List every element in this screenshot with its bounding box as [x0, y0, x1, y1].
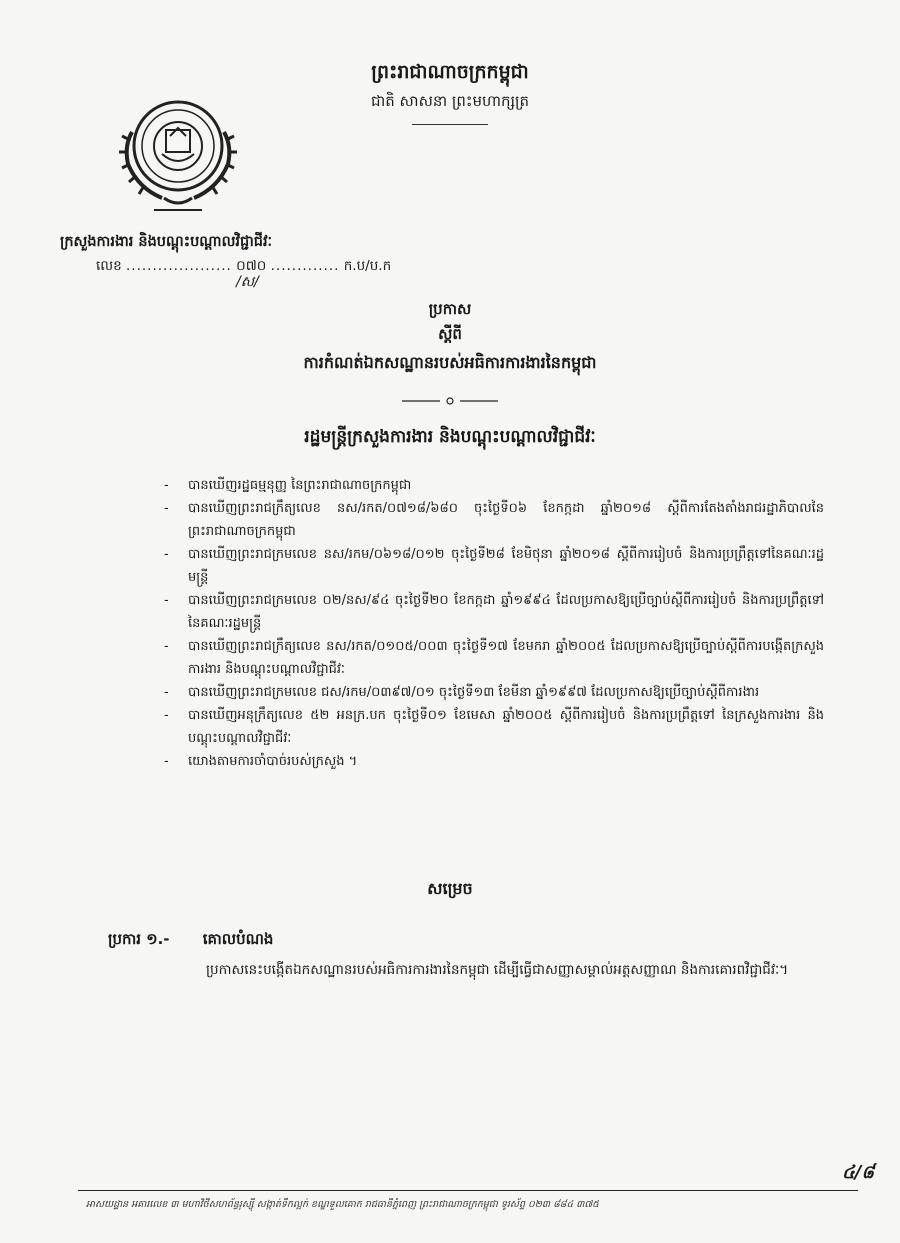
bullet: -	[164, 685, 169, 700]
reference-item	[164, 543, 824, 589]
article-number: ប្រការ ១.-	[108, 930, 170, 948]
kingdom-heading: ព្រះរាជាណាចក្រកម្ពុជា	[371, 61, 529, 83]
ministry-name: ក្រសួងការងារ និងបណ្តុះបណ្តាលវិជ្ជាជីវៈ	[60, 234, 273, 250]
reference-item	[164, 635, 824, 681]
reference-suffix: ក.ប/ប.ក	[343, 258, 392, 274]
national-motto: ជាតិ សាសនា ព្រះមហាក្សត្រ	[370, 92, 530, 110]
decides-heading: សម្រេច	[427, 879, 473, 898]
reference-text: បានឃើញព្រះរាជក្រឹត្យលេខ នស/រកត/០១០៥/០០៣ ចុះថ្ងៃទី១៧ ខែមករា ឆ្នាំ២០០៥ ដែលប្រកាសឱ្យប្រើច្បាប់ស្តីពីការបង្កើតក្រសួងការងារ និងបណ្តុះបណ្តាលវិជ្ជាជីវៈ	[188, 639, 824, 677]
document-kind: ប្រកាស	[428, 300, 472, 318]
reference-text: បានឃើញរដ្ឋធម្មនុញ្ញ នៃព្រះរាជាណាចក្រកម្ពុជា	[188, 478, 412, 493]
footer-address: អាសយដ្ឋាន អគារលេខ ៣ មហាវិថីសហព័ន្ធរុស្ស៊ី សង្កាត់ទឹកល្អក់ ខណ្ឌទួលគោក រាជធានីភ្នំពេញ ព្រះរាជាណាចក្រកម្ពុជា ទូរស័ព្ទ ០២៣ ៨៨៤ ៣៧៥	[86, 1199, 599, 1210]
reference-item	[164, 589, 824, 635]
bullet: -	[164, 708, 169, 723]
reference-item	[164, 704, 824, 750]
title-divider	[402, 397, 498, 405]
page-number: ៤/៨	[842, 1162, 875, 1183]
reference-item	[164, 497, 824, 543]
reference-text: យោងតាមការចាំបាច់របស់ក្រសួង ។	[188, 754, 358, 769]
reference-label: លេខ	[96, 258, 122, 274]
reference-item	[164, 750, 824, 773]
reference-item	[164, 681, 824, 704]
reference-dots-left: ....................	[126, 258, 232, 274]
footer-divider	[78, 1190, 858, 1191]
bullet: -	[164, 501, 169, 516]
reference-text: បានឃើញព្រះរាជក្រមលេខ នស/រកម/០៦១៨/០១២ ចុះថ្ងៃទី២៨ ខែមិថុនា ឆ្នាំ២០១៨ ស្តីពីការរៀបចំ និងការប្រព្រឹត្តទៅនៃគណៈរដ្ឋមន្ត្រី	[188, 547, 824, 585]
document-about: ស្តីពី	[438, 325, 462, 343]
signature-mark: /ស/	[236, 274, 259, 290]
article-title: គោលបំណង	[202, 930, 274, 948]
bullet: -	[164, 593, 169, 608]
reference-text: បានឃើញអនុក្រឹត្យលេខ ៥២ អនក្រ.បក ចុះថ្ងៃទី០១ ខែមេសា ឆ្នាំ២០០៥ ស្តីពីការរៀបចំ និងការប្រព្រឹត្តទៅ នៃក្រសួងការងារ និងបណ្តុះបណ្តាលវិជ្ជាជីវៈ	[188, 708, 824, 746]
motto-divider	[412, 124, 488, 125]
bullet: -	[164, 754, 169, 769]
reference-text: បានឃើញព្រះរាជក្រមលេខ ០២/នស/៩៤ ចុះថ្ងៃទី២០ ខែកក្កដា ឆ្នាំ១៩៩៤ ដែលប្រកាសឱ្យប្រើច្បាប់ស្តីពីការរៀបចំ និងការប្រព្រឹត្តទៅនៃគណៈរដ្ឋមន្ត្រី	[188, 593, 824, 631]
bullet: -	[164, 639, 169, 654]
document-subject: ការកំណត់ឯកសណ្ឋានរបស់អធិការការងារនៃកម្ពុជា	[303, 353, 597, 372]
article-heading	[108, 930, 273, 952]
article-body: ប្រកាសនេះបង្កើតឯកសណ្ឋានរបស់អធិការការងារនៃកម្ពុជា ដើម្បីធ្វើជាសញ្ញាសម្គាល់អត្តសញ្ញាណ និងការគោរពវិជ្ជាជីវៈ។	[206, 962, 789, 978]
reference-text: បានឃើញព្រះរាជក្រឹត្យលេខ នស/រកត/០៧១៨/៦៨០ ចុះថ្ងៃទី០៦ ខែកក្កដា ឆ្នាំ២០១៨ ស្តីពីការតែងតាំងរាជរដ្ឋាភិបាលនៃព្រះរាជាណាចក្រកម្ពុជា	[188, 501, 824, 539]
minister-heading: រដ្ឋមន្ត្រីក្រសួងការងារ និងបណ្តុះបណ្តាលវិជ្ជាជីវៈ	[304, 427, 596, 447]
reference-text: បានឃើញព្រះរាជក្រមលេខ ជស/រកម/០៣៩៧/០១ ចុះថ្ងៃទី១៣ ខែមីនា ឆ្នាំ១៩៩៧ ដែលប្រកាសឱ្យប្រើច្បាប់ស្តីពីការងារ	[188, 685, 760, 700]
ministry-seal-icon	[114, 84, 242, 224]
reference-dots-right: .............	[270, 258, 340, 274]
references-list	[164, 474, 824, 773]
bullet: -	[164, 478, 169, 493]
reference-item	[164, 474, 824, 497]
bullet: -	[164, 547, 169, 562]
reference-value: ០៧០	[236, 258, 267, 274]
